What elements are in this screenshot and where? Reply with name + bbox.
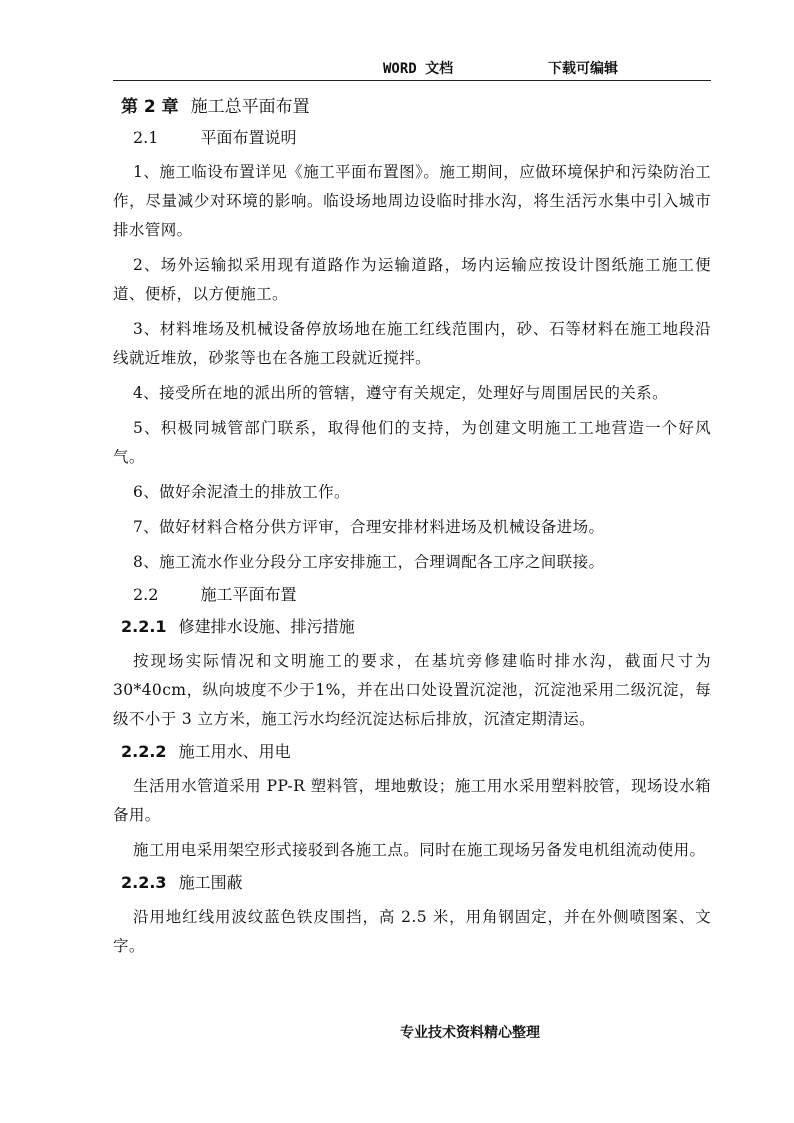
body-paragraph: 施工用电采用架空形式接驳到各施工点。同时在施工现场另备发电机组流动使用。 xyxy=(133,841,706,859)
header-editable-label: 下载可编辑 xyxy=(548,61,618,77)
list-item: 7、做好材料合格分供方评审，合理安排材料进场及机械设备进场。 xyxy=(133,518,605,536)
section-title: 施工平面布置 xyxy=(200,585,297,604)
chapter-number: 第 2 章 xyxy=(121,97,179,117)
section-number: 2.1 xyxy=(133,128,159,147)
page-footer: 专业技术资料精心整理 xyxy=(400,1025,540,1041)
subsection-number: 2.2.3 xyxy=(121,873,167,892)
page-header xyxy=(0,58,794,78)
subsection-heading-2-2-2 xyxy=(121,740,711,764)
header-divider xyxy=(113,80,711,81)
subsection-number: 2.2.1 xyxy=(121,617,167,636)
list-item: 6、做好余泥渣土的排放工作。 xyxy=(133,483,350,501)
list-item: 2、场外运输拟采用现有道路作为运输道路，场内运输应按设计图纸施工施工便道、便桥，以方便施工。 xyxy=(113,256,711,303)
chapter-title: 施工总平面布置 xyxy=(190,97,310,117)
subsection-title: 施工用水、用电 xyxy=(178,742,291,761)
section-heading-2-1 xyxy=(133,126,711,150)
subsection-heading-2-2-3 xyxy=(121,871,711,895)
list-item: 3、材料堆场及机械设备停放场地在施工红线范围内，砂、石等材料在施工地段沿线就近堆放，砂浆等也在各施工段就近搅拌。 xyxy=(113,320,711,367)
subsection-title: 修建排水设施、排污措施 xyxy=(178,617,355,636)
subsection-heading-2-2-1 xyxy=(121,615,711,639)
list-item: 5、积极同城管部门联系，取得他们的支持，为创建文明施工工地营造一个好风气。 xyxy=(113,419,711,466)
chapter-heading xyxy=(121,95,711,119)
document-body xyxy=(113,95,711,967)
subsection-title: 施工围蔽 xyxy=(178,873,243,892)
list-item: 8、施工流水作业分段分工序安排施工，合理调配各工序之间联接。 xyxy=(133,553,605,571)
section-heading-2-2 xyxy=(133,583,711,607)
section-title: 平面布置说明 xyxy=(200,128,297,147)
body-paragraph: 沿用地红线用波纹蓝色铁皮围挡，高 2.5 米，用角钢固定，并在外侧喷图案、文字。 xyxy=(113,908,711,955)
body-paragraph: 生活用水管道采用 PP-R 塑料管，埋地敷设；施工用水采用塑料胶管，现场设水箱备用。 xyxy=(113,777,711,824)
subsection-number: 2.2.2 xyxy=(121,742,167,761)
list-item: 1、施工临设布置详见《施工平面布置图》。施工期间，应做环境保护和污染防治工作，尽量减少对环境的影响。临设场地周边设临时排水沟，将生活污水集中引入城市排水管网。 xyxy=(113,163,711,239)
header-word-doc-label: WORD 文档 xyxy=(383,61,454,77)
section-number: 2.2 xyxy=(133,585,159,604)
body-paragraph: 按现场实际情况和文明施工的要求，在基坑旁修建临时排水沟，截面尺寸为30*40cm，纵向坡度不少于1%，并在出口处设置沉淀池，沉淀池采用二级沉淀，每级不小于 3 立方米，施工污水均经沉淀达标后排放，沉渣定期清运。 xyxy=(113,652,711,728)
list-item: 4、接受所在地的派出所的管辖，遵守有关规定，处理好与周围居民的关系。 xyxy=(133,384,668,402)
